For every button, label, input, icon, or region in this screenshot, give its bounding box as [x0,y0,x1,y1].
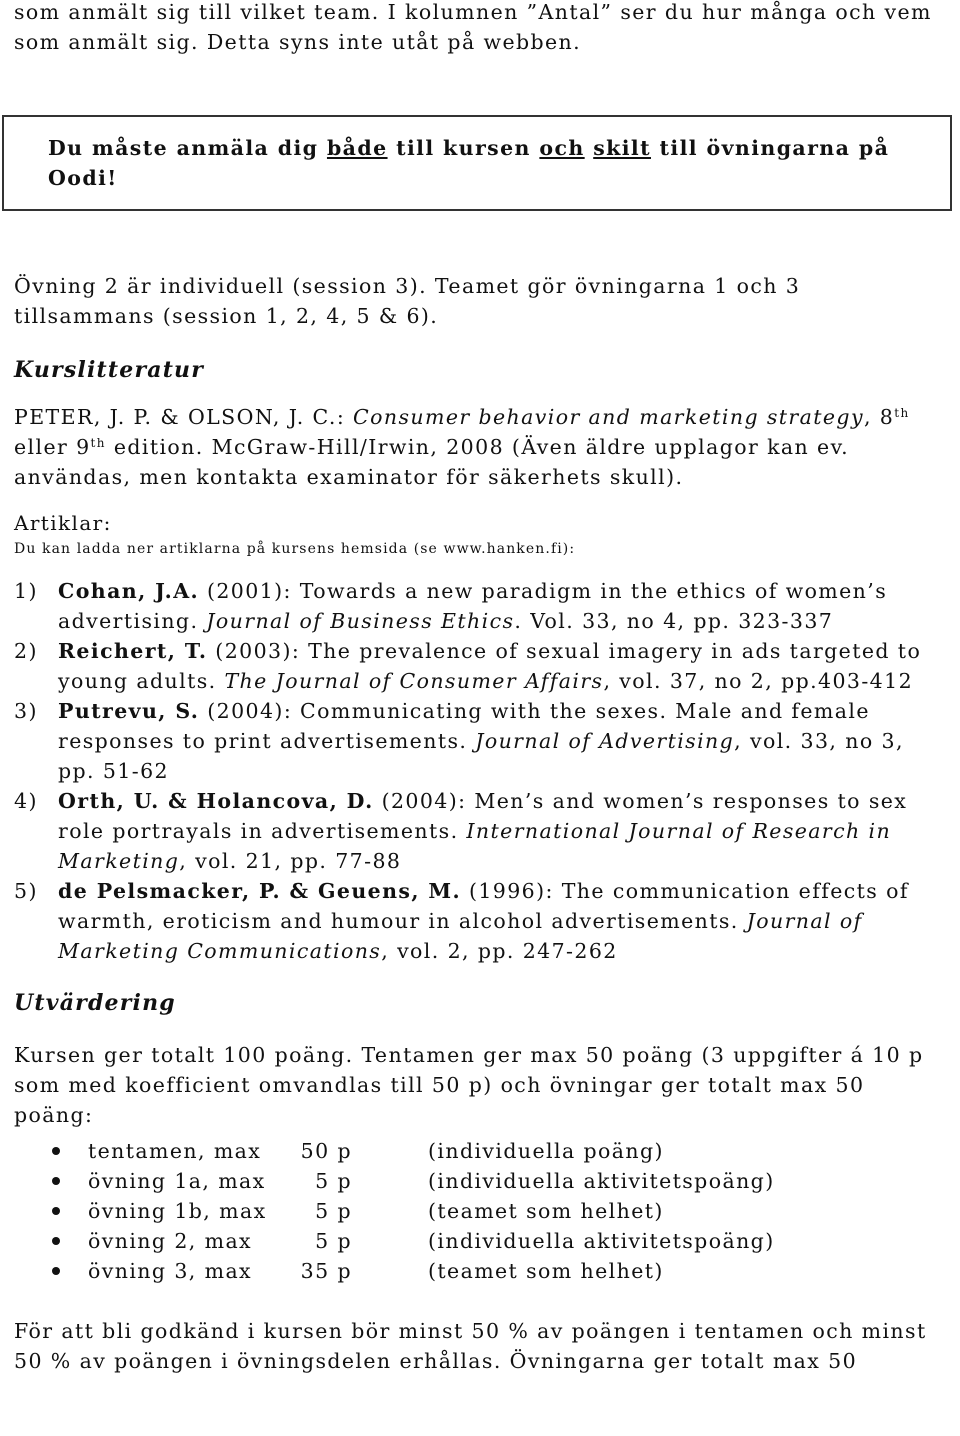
articles-heading: Artiklar: [14,511,112,535]
list-item: övning 1a, max 5 p (individuella aktivitetspoäng) [14,1166,944,1196]
list-item: övning 2, max 5 p (individuella aktivitetspoäng) [14,1226,944,1256]
bullet-icon [52,1207,60,1215]
list-item: 4) Orth, U. & Holancova, D. (2004): Men’s and women’s responses to sex role portrayals in advertisements. International Journal of Research in Marketing, vol. 21, pp. 77-88 [14,789,908,873]
notice-box [2,115,952,211]
exercise-paragraph: Övning 2 är individuell (session 3). Teamet gör övningarna 1 och 3 tillsammans (session 1, 2, 4, 5 & 6). [14,274,801,328]
document-page [14,0,944,1376]
evaluation-text: Kursen ger totalt 100 poäng. Tentamen ger max 50 poäng (3 uppgifter á 10 p som med koefficient omvandlas till 50 p) och övningar ger totalt max 50 poäng: [14,1043,924,1127]
points-list [14,1136,944,1286]
bullet-icon [52,1237,60,1245]
list-item: 3) Putrevu, S. (2004): Communicating with the sexes. Male and female responses to print advertisements. Journal of Advertising, vol. 33, no 3, pp. 51-62 [14,699,904,783]
list-item: 2) Reichert, T. (2003): The prevalence of sexual imagery in ads targeted to young adults. The Journal of Consumer Affairs, vol. 37, no 2, pp.403-412 [14,639,922,693]
evaluation-heading: Utvärdering [14,990,176,1016]
bullet-icon [52,1267,60,1275]
literature-heading: Kurslitteratur [14,357,205,383]
bullet-icon [52,1147,60,1155]
list-item: övning 3, max 35 p (teamet som helhet) [14,1256,944,1286]
articles-subheading: Du kan ladda ner artiklarna på kursens hemsida (se www.hanken.fi): [14,541,576,557]
bullet-icon [52,1177,60,1185]
list-item: 1) Cohan, J.A. (2001): Towards a new paradigm in the ethics of women’s advertising. Journal of Business Ethics. Vol. 33, no 4, pp. 323-337 [14,579,888,633]
article-list [14,576,944,966]
list-item: 5) de Pelsmacker, P. & Geuens, M. (1996): The communication effects of warmth, eroticism and humour in alcohol advertisements. Journal of Marketing Communications, vol. 2, pp. 247-262 [14,879,909,963]
intro-paragraph: som anmält sig till vilket team. I kolumnen ”Antal” ser du hur många och vem som anmält sig. Detta syns inte utåt på webben. [14,0,932,54]
list-item: övning 1b, max 5 p (teamet som helhet) [14,1196,944,1226]
literature-reference: PETER, J. P. & OLSON, J. C.: Consumer behavior and marketing strategy, 8th eller 9th edition. McGraw-Hill/Irwin, 2008 (Även äldre upplagor kan ev. användas, men kontakta examinator för säkerhets skull). [14,405,910,489]
list-item: tentamen, max 50 p (individuella poäng) [14,1136,944,1166]
notice-text: Du måste anmäla dig både till kursen och skilt till övningarna på Oodi! [48,136,890,190]
final-paragraph: För att bli godkänd i kursen bör minst 50 % av poängen i tentamen och minst 50 % av poängen i övningsdelen erhållas. Övningarna ger totalt max 50 [14,1319,927,1373]
